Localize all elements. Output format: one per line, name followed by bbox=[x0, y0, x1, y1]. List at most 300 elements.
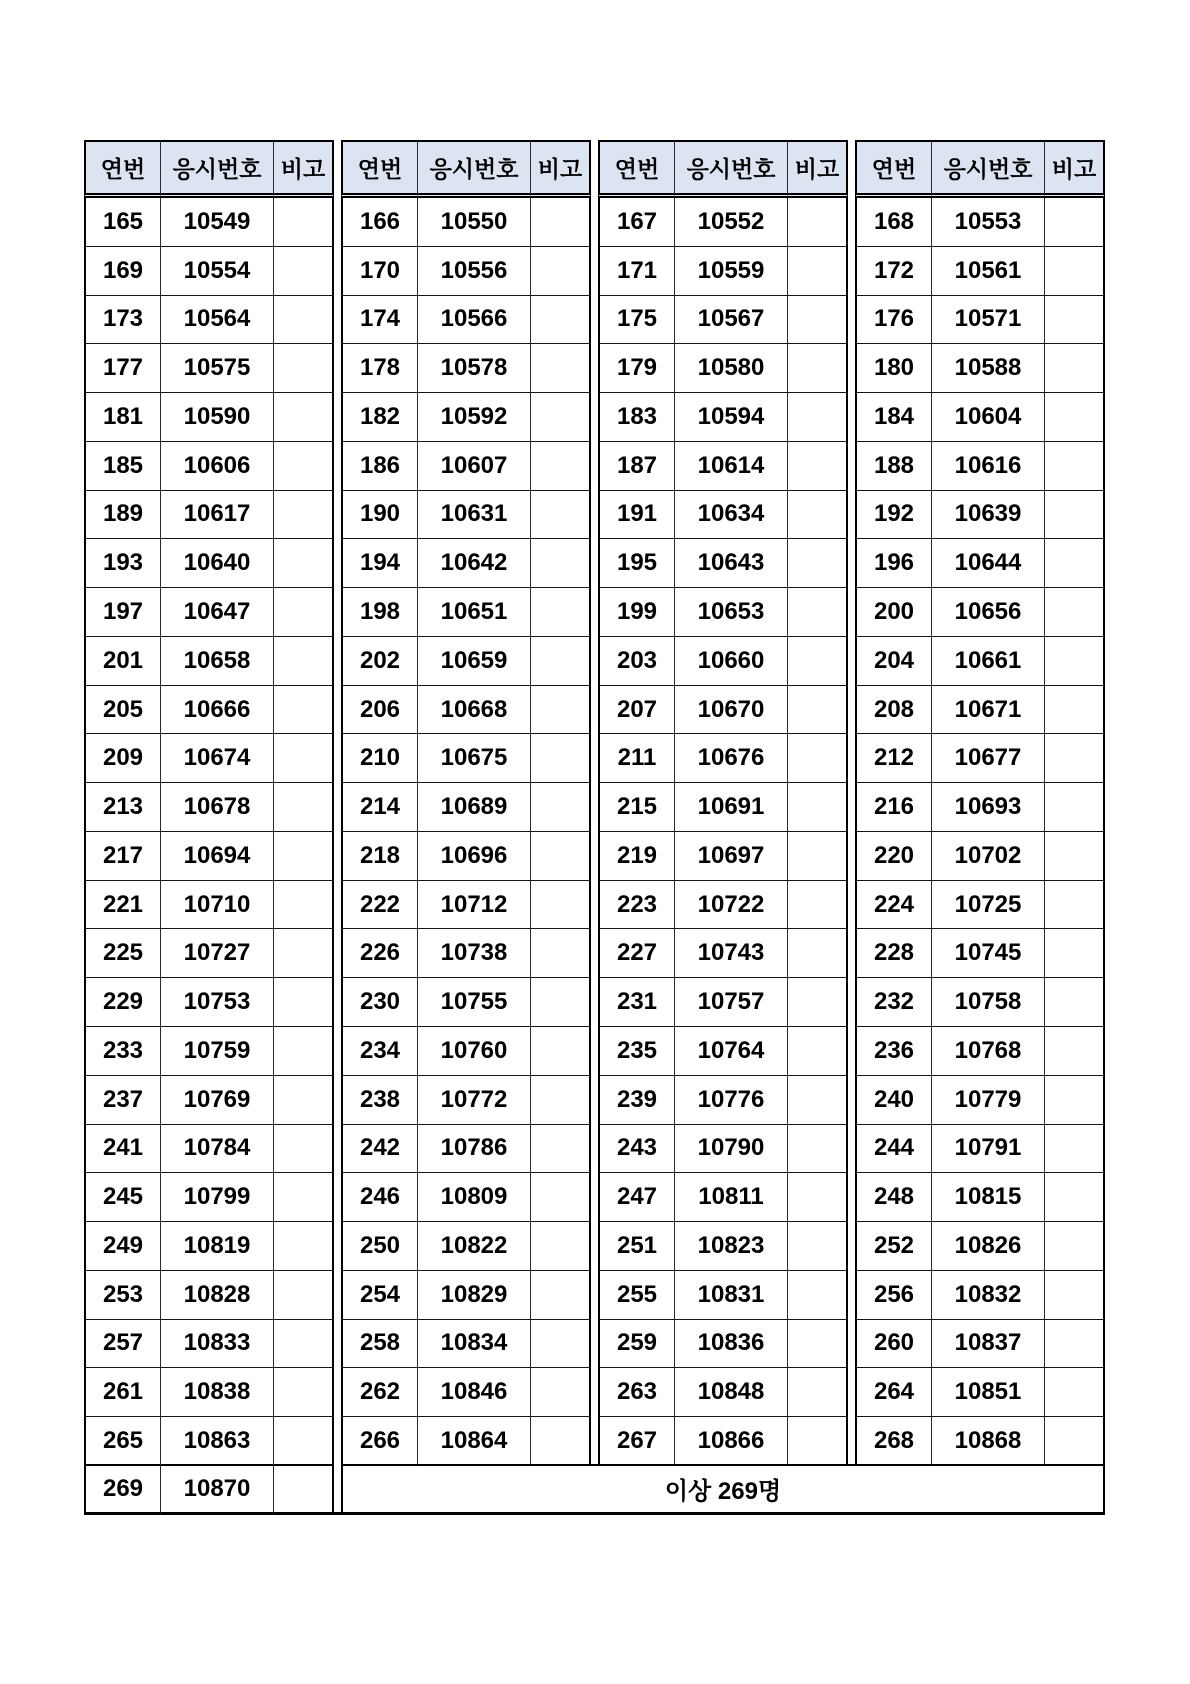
column-gap bbox=[591, 296, 598, 345]
serial-cell: 198 bbox=[341, 588, 418, 637]
serial-cell: 192 bbox=[855, 491, 932, 540]
number-cell: 10674 bbox=[161, 734, 274, 783]
serial-cell: 178 bbox=[341, 344, 418, 393]
note-cell bbox=[1045, 588, 1105, 637]
column-gap bbox=[334, 393, 341, 442]
number-cell: 10848 bbox=[675, 1368, 788, 1417]
note-cell bbox=[274, 881, 334, 930]
note-cell bbox=[274, 1125, 334, 1174]
note-cell bbox=[788, 588, 848, 637]
number-cell: 10691 bbox=[675, 783, 788, 832]
column-gap bbox=[848, 588, 855, 637]
note-cell bbox=[788, 881, 848, 930]
note-cell bbox=[788, 198, 848, 247]
serial-cell: 215 bbox=[598, 783, 675, 832]
serial-cell: 229 bbox=[84, 978, 161, 1027]
serial-cell: 220 bbox=[855, 832, 932, 881]
note-cell bbox=[788, 1076, 848, 1125]
number-cell: 10644 bbox=[932, 539, 1045, 588]
serial-cell: 227 bbox=[598, 929, 675, 978]
number-cell: 10634 bbox=[675, 491, 788, 540]
note-cell bbox=[788, 1271, 848, 1320]
serial-cell: 230 bbox=[341, 978, 418, 1027]
serial-cell: 171 bbox=[598, 247, 675, 296]
number-cell: 10826 bbox=[932, 1222, 1045, 1271]
column-gap bbox=[334, 198, 341, 247]
serial-cell: 221 bbox=[84, 881, 161, 930]
number-cell: 10653 bbox=[675, 588, 788, 637]
column-gap bbox=[591, 247, 598, 296]
note-cell bbox=[274, 1222, 334, 1271]
column-gap bbox=[334, 588, 341, 637]
note-cell bbox=[531, 296, 591, 345]
number-cell: 10656 bbox=[932, 588, 1045, 637]
note-cell bbox=[1045, 783, 1105, 832]
note-cell bbox=[788, 734, 848, 783]
note-cell bbox=[1045, 1320, 1105, 1369]
number-cell: 10809 bbox=[418, 1173, 531, 1222]
column-gap bbox=[591, 442, 598, 491]
header-note: 비고 bbox=[1045, 140, 1105, 198]
note-cell bbox=[1045, 344, 1105, 393]
serial-cell: 234 bbox=[341, 1027, 418, 1076]
note-cell bbox=[1045, 929, 1105, 978]
number-cell: 10640 bbox=[161, 539, 274, 588]
serial-cell: 216 bbox=[855, 783, 932, 832]
column-gap bbox=[334, 491, 341, 540]
serial-cell: 205 bbox=[84, 686, 161, 735]
serial-cell: 185 bbox=[84, 442, 161, 491]
serial-cell: 228 bbox=[855, 929, 932, 978]
column-gap bbox=[848, 1320, 855, 1369]
note-cell bbox=[788, 442, 848, 491]
column-gap bbox=[334, 929, 341, 978]
note-cell bbox=[1045, 1271, 1105, 1320]
number-cell: 10833 bbox=[161, 1320, 274, 1369]
serial-cell: 253 bbox=[84, 1271, 161, 1320]
note-cell bbox=[274, 393, 334, 442]
number-cell: 10617 bbox=[161, 491, 274, 540]
header-number: 응시번호 bbox=[161, 140, 274, 198]
serial-cell: 209 bbox=[84, 734, 161, 783]
number-cell: 10697 bbox=[675, 832, 788, 881]
note-cell bbox=[531, 1076, 591, 1125]
serial-cell: 200 bbox=[855, 588, 932, 637]
number-cell: 10832 bbox=[932, 1271, 1045, 1320]
column-gap bbox=[848, 832, 855, 881]
serial-cell: 244 bbox=[855, 1125, 932, 1174]
serial-cell: 201 bbox=[84, 637, 161, 686]
column-gap bbox=[848, 198, 855, 247]
number-cell: 10725 bbox=[932, 881, 1045, 930]
note-cell bbox=[274, 1173, 334, 1222]
number-cell: 10769 bbox=[161, 1076, 274, 1125]
column-gap bbox=[334, 978, 341, 1027]
column-gap bbox=[848, 140, 855, 198]
number-cell: 10811 bbox=[675, 1173, 788, 1222]
serial-cell: 183 bbox=[598, 393, 675, 442]
note-cell bbox=[1045, 491, 1105, 540]
serial-cell: 180 bbox=[855, 344, 932, 393]
number-cell: 10549 bbox=[161, 198, 274, 247]
note-cell bbox=[274, 1368, 334, 1417]
column-gap bbox=[848, 783, 855, 832]
number-cell: 10660 bbox=[675, 637, 788, 686]
number-cell: 10758 bbox=[932, 978, 1045, 1027]
column-gap bbox=[848, 1417, 855, 1466]
column-gap bbox=[334, 1076, 341, 1125]
column-gap bbox=[848, 1173, 855, 1222]
column-gap bbox=[334, 1320, 341, 1369]
number-cell: 10666 bbox=[161, 686, 274, 735]
serial-cell: 255 bbox=[598, 1271, 675, 1320]
serial-cell: 256 bbox=[855, 1271, 932, 1320]
serial-cell: 269 bbox=[84, 1466, 161, 1515]
number-cell: 10575 bbox=[161, 344, 274, 393]
note-cell bbox=[274, 978, 334, 1027]
serial-cell: 218 bbox=[341, 832, 418, 881]
number-cell: 10712 bbox=[418, 881, 531, 930]
header-number: 응시번호 bbox=[418, 140, 531, 198]
number-cell: 10764 bbox=[675, 1027, 788, 1076]
serial-cell: 181 bbox=[84, 393, 161, 442]
note-cell bbox=[1045, 393, 1105, 442]
note-cell bbox=[274, 1417, 334, 1466]
serial-cell: 248 bbox=[855, 1173, 932, 1222]
serial-cell: 262 bbox=[341, 1368, 418, 1417]
column-gap bbox=[848, 637, 855, 686]
note-cell bbox=[531, 1320, 591, 1369]
note-cell bbox=[531, 978, 591, 1027]
note-cell bbox=[531, 832, 591, 881]
note-cell bbox=[531, 637, 591, 686]
column-gap bbox=[591, 686, 598, 735]
note-cell bbox=[788, 1125, 848, 1174]
serial-cell: 258 bbox=[341, 1320, 418, 1369]
note-cell bbox=[274, 1027, 334, 1076]
number-cell: 10836 bbox=[675, 1320, 788, 1369]
number-cell: 10779 bbox=[932, 1076, 1045, 1125]
note-cell bbox=[1045, 442, 1105, 491]
serial-cell: 251 bbox=[598, 1222, 675, 1271]
serial-cell: 238 bbox=[341, 1076, 418, 1125]
note-cell bbox=[274, 247, 334, 296]
column-gap bbox=[591, 929, 598, 978]
serial-cell: 250 bbox=[341, 1222, 418, 1271]
note-cell bbox=[531, 539, 591, 588]
note-cell bbox=[1045, 1125, 1105, 1174]
column-gap bbox=[334, 539, 341, 588]
header-note: 비고 bbox=[788, 140, 848, 198]
header-number: 응시번호 bbox=[932, 140, 1045, 198]
column-gap bbox=[334, 1368, 341, 1417]
serial-cell: 174 bbox=[341, 296, 418, 345]
note-cell bbox=[1045, 1173, 1105, 1222]
number-cell: 10694 bbox=[161, 832, 274, 881]
number-cell: 10760 bbox=[418, 1027, 531, 1076]
note-cell bbox=[274, 783, 334, 832]
note-cell bbox=[788, 783, 848, 832]
serial-cell: 231 bbox=[598, 978, 675, 1027]
column-gap bbox=[591, 832, 598, 881]
note-cell bbox=[788, 978, 848, 1027]
column-gap bbox=[848, 247, 855, 296]
serial-cell: 232 bbox=[855, 978, 932, 1027]
number-cell: 10590 bbox=[161, 393, 274, 442]
serial-cell: 167 bbox=[598, 198, 675, 247]
serial-cell: 260 bbox=[855, 1320, 932, 1369]
number-cell: 10745 bbox=[932, 929, 1045, 978]
note-cell bbox=[274, 1320, 334, 1369]
note-cell bbox=[274, 734, 334, 783]
serial-cell: 173 bbox=[84, 296, 161, 345]
column-gap bbox=[334, 686, 341, 735]
column-gap bbox=[848, 1125, 855, 1174]
number-cell: 10594 bbox=[675, 393, 788, 442]
header-note: 비고 bbox=[531, 140, 591, 198]
serial-cell: 237 bbox=[84, 1076, 161, 1125]
note-cell bbox=[788, 832, 848, 881]
note-cell bbox=[274, 1076, 334, 1125]
number-cell: 10743 bbox=[675, 929, 788, 978]
number-cell: 10670 bbox=[675, 686, 788, 735]
note-cell bbox=[788, 539, 848, 588]
note-cell bbox=[531, 344, 591, 393]
number-cell: 10851 bbox=[932, 1368, 1045, 1417]
number-cell: 10559 bbox=[675, 247, 788, 296]
serial-cell: 236 bbox=[855, 1027, 932, 1076]
note-cell bbox=[1045, 734, 1105, 783]
note-cell bbox=[1045, 296, 1105, 345]
number-cell: 10722 bbox=[675, 881, 788, 930]
note-cell bbox=[788, 296, 848, 345]
number-cell: 10561 bbox=[932, 247, 1045, 296]
number-cell: 10757 bbox=[675, 978, 788, 1027]
serial-cell: 241 bbox=[84, 1125, 161, 1174]
serial-cell: 225 bbox=[84, 929, 161, 978]
note-cell bbox=[531, 1368, 591, 1417]
column-gap bbox=[591, 1222, 598, 1271]
note-cell bbox=[788, 393, 848, 442]
column-gap bbox=[591, 539, 598, 588]
serial-cell: 265 bbox=[84, 1417, 161, 1466]
note-cell bbox=[1045, 1222, 1105, 1271]
column-gap bbox=[848, 686, 855, 735]
number-cell: 10846 bbox=[418, 1368, 531, 1417]
column-gap bbox=[591, 881, 598, 930]
note-cell bbox=[531, 1027, 591, 1076]
serial-cell: 196 bbox=[855, 539, 932, 588]
note-cell bbox=[274, 929, 334, 978]
header-serial: 연번 bbox=[341, 140, 418, 198]
header-number: 응시번호 bbox=[675, 140, 788, 198]
note-cell bbox=[274, 296, 334, 345]
note-cell bbox=[531, 1417, 591, 1466]
number-cell: 10727 bbox=[161, 929, 274, 978]
note-cell bbox=[274, 442, 334, 491]
serial-cell: 263 bbox=[598, 1368, 675, 1417]
note-cell bbox=[788, 1027, 848, 1076]
serial-cell: 246 bbox=[341, 1173, 418, 1222]
column-gap bbox=[334, 140, 341, 198]
number-cell: 10566 bbox=[418, 296, 531, 345]
serial-cell: 194 bbox=[341, 539, 418, 588]
serial-cell: 252 bbox=[855, 1222, 932, 1271]
number-cell: 10554 bbox=[161, 247, 274, 296]
serial-cell: 207 bbox=[598, 686, 675, 735]
column-gap bbox=[334, 1173, 341, 1222]
note-cell bbox=[531, 393, 591, 442]
number-cell: 10651 bbox=[418, 588, 531, 637]
number-cell: 10689 bbox=[418, 783, 531, 832]
serial-cell: 226 bbox=[341, 929, 418, 978]
serial-cell: 249 bbox=[84, 1222, 161, 1271]
serial-cell: 182 bbox=[341, 393, 418, 442]
serial-cell: 266 bbox=[341, 1417, 418, 1466]
note-cell bbox=[1045, 198, 1105, 247]
serial-cell: 242 bbox=[341, 1125, 418, 1174]
note-cell bbox=[788, 1368, 848, 1417]
number-cell: 10552 bbox=[675, 198, 788, 247]
number-cell: 10784 bbox=[161, 1125, 274, 1174]
column-gap bbox=[848, 1222, 855, 1271]
column-gap bbox=[848, 1271, 855, 1320]
number-cell: 10738 bbox=[418, 929, 531, 978]
number-cell: 10677 bbox=[932, 734, 1045, 783]
note-cell bbox=[788, 637, 848, 686]
serial-cell: 206 bbox=[341, 686, 418, 735]
header-serial: 연번 bbox=[84, 140, 161, 198]
serial-cell: 208 bbox=[855, 686, 932, 735]
serial-cell: 175 bbox=[598, 296, 675, 345]
note-cell bbox=[788, 686, 848, 735]
number-cell: 10676 bbox=[675, 734, 788, 783]
serial-cell: 190 bbox=[341, 491, 418, 540]
column-gap bbox=[591, 344, 598, 393]
column-gap bbox=[848, 393, 855, 442]
note-cell bbox=[274, 637, 334, 686]
note-cell bbox=[788, 1417, 848, 1466]
number-cell: 10831 bbox=[675, 1271, 788, 1320]
serial-cell: 219 bbox=[598, 832, 675, 881]
serial-cell: 189 bbox=[84, 491, 161, 540]
column-gap bbox=[591, 978, 598, 1027]
note-cell bbox=[1045, 1027, 1105, 1076]
note-cell bbox=[1045, 1368, 1105, 1417]
column-gap bbox=[591, 588, 598, 637]
number-cell: 10578 bbox=[418, 344, 531, 393]
note-cell bbox=[788, 247, 848, 296]
column-gap bbox=[848, 442, 855, 491]
serial-cell: 172 bbox=[855, 247, 932, 296]
number-cell: 10791 bbox=[932, 1125, 1045, 1174]
number-cell: 10693 bbox=[932, 783, 1045, 832]
note-cell bbox=[531, 734, 591, 783]
column-gap bbox=[591, 1173, 598, 1222]
number-cell: 10776 bbox=[675, 1076, 788, 1125]
serial-cell: 186 bbox=[341, 442, 418, 491]
number-cell: 10647 bbox=[161, 588, 274, 637]
number-cell: 10864 bbox=[418, 1417, 531, 1466]
number-cell: 10643 bbox=[675, 539, 788, 588]
serial-cell: 257 bbox=[84, 1320, 161, 1369]
serial-cell: 217 bbox=[84, 832, 161, 881]
column-gap bbox=[334, 637, 341, 686]
number-cell: 10837 bbox=[932, 1320, 1045, 1369]
column-gap bbox=[591, 140, 598, 198]
serial-cell: 222 bbox=[341, 881, 418, 930]
note-cell bbox=[274, 686, 334, 735]
column-gap bbox=[848, 344, 855, 393]
column-gap bbox=[848, 296, 855, 345]
column-gap bbox=[334, 344, 341, 393]
serial-cell: 239 bbox=[598, 1076, 675, 1125]
number-cell: 10834 bbox=[418, 1320, 531, 1369]
column-gap bbox=[848, 929, 855, 978]
serial-cell: 169 bbox=[84, 247, 161, 296]
number-cell: 10828 bbox=[161, 1271, 274, 1320]
number-cell: 10671 bbox=[932, 686, 1045, 735]
number-cell: 10799 bbox=[161, 1173, 274, 1222]
serial-cell: 177 bbox=[84, 344, 161, 393]
column-gap bbox=[591, 1125, 598, 1174]
number-cell: 10829 bbox=[418, 1271, 531, 1320]
column-gap bbox=[334, 1417, 341, 1466]
number-cell: 10696 bbox=[418, 832, 531, 881]
column-gap bbox=[334, 247, 341, 296]
note-cell bbox=[274, 198, 334, 247]
number-cell: 10668 bbox=[418, 686, 531, 735]
serial-cell: 240 bbox=[855, 1076, 932, 1125]
number-cell: 10790 bbox=[675, 1125, 788, 1174]
serial-cell: 214 bbox=[341, 783, 418, 832]
note-cell bbox=[531, 1125, 591, 1174]
serial-cell: 202 bbox=[341, 637, 418, 686]
note-cell bbox=[788, 1173, 848, 1222]
note-cell bbox=[531, 247, 591, 296]
number-cell: 10588 bbox=[932, 344, 1045, 393]
serial-cell: 165 bbox=[84, 198, 161, 247]
serial-cell: 211 bbox=[598, 734, 675, 783]
number-cell: 10772 bbox=[418, 1076, 531, 1125]
column-gap bbox=[334, 1027, 341, 1076]
note-cell bbox=[531, 442, 591, 491]
column-gap bbox=[848, 881, 855, 930]
column-gap bbox=[334, 783, 341, 832]
note-cell bbox=[1045, 978, 1105, 1027]
number-cell: 10819 bbox=[161, 1222, 274, 1271]
number-cell: 10604 bbox=[932, 393, 1045, 442]
column-gap bbox=[334, 442, 341, 491]
number-cell: 10607 bbox=[418, 442, 531, 491]
number-cell: 10759 bbox=[161, 1027, 274, 1076]
serial-cell: 191 bbox=[598, 491, 675, 540]
header-serial: 연번 bbox=[855, 140, 932, 198]
number-cell: 10550 bbox=[418, 198, 531, 247]
number-cell: 10866 bbox=[675, 1417, 788, 1466]
column-gap bbox=[591, 637, 598, 686]
column-gap bbox=[334, 734, 341, 783]
column-gap bbox=[848, 1076, 855, 1125]
serial-cell: 166 bbox=[341, 198, 418, 247]
footer-total-cell: 이상 269명 bbox=[341, 1466, 1105, 1515]
serial-cell: 247 bbox=[598, 1173, 675, 1222]
number-cell: 10710 bbox=[161, 881, 274, 930]
serial-cell: 243 bbox=[598, 1125, 675, 1174]
serial-cell: 176 bbox=[855, 296, 932, 345]
note-cell bbox=[1045, 1076, 1105, 1125]
column-gap bbox=[591, 491, 598, 540]
